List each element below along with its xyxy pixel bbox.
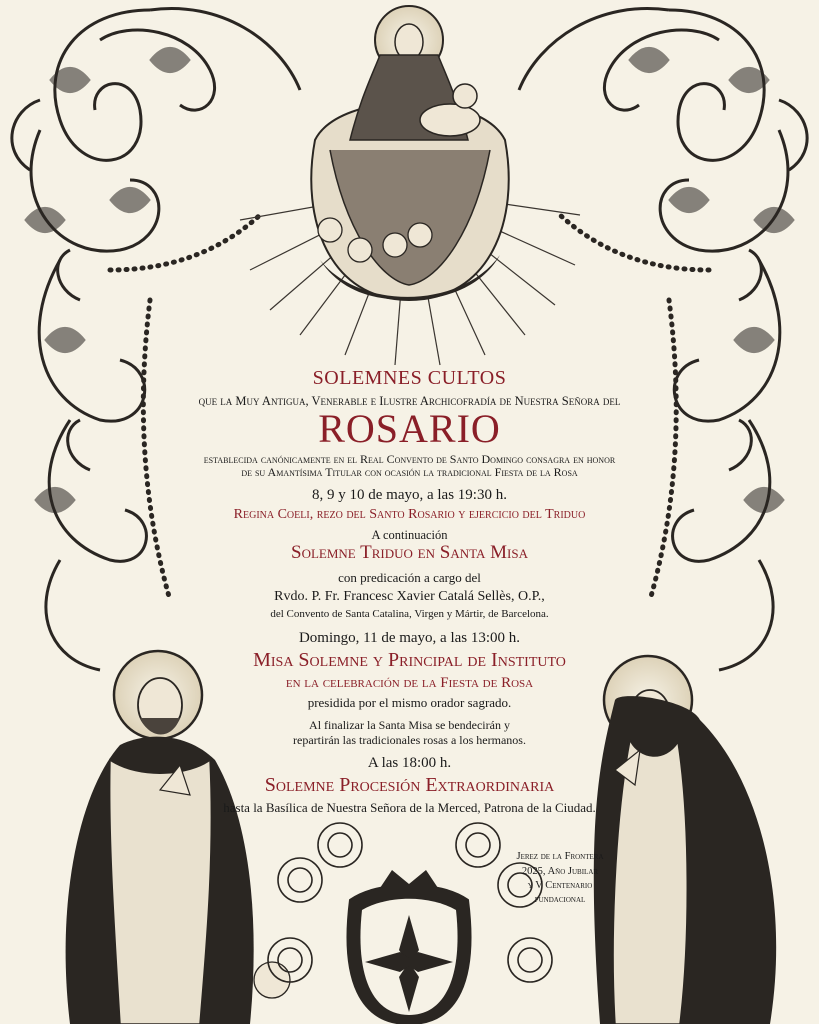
procession-subtitle: hasta la Basílica de Nuestra Señora de la Merced, Patrona de la Ciudad. bbox=[223, 800, 596, 815]
footer-line3: y V Centenario bbox=[527, 880, 593, 891]
presided-text: presidida por el mismo orador sagrado. bbox=[307, 695, 512, 710]
footer-line4: fundacional bbox=[534, 894, 586, 905]
footer-line1: Jerez de la Frontera bbox=[516, 851, 604, 862]
continuation-text: A continuación bbox=[371, 528, 448, 542]
virgin-and-child-icon bbox=[240, 6, 580, 365]
misa-title: Misa Solemne y Principal de Instituto bbox=[253, 649, 566, 671]
triduo-rites: Regina Coeli, rezo del Santo Rosario y ejercicio del Triduo bbox=[233, 507, 586, 522]
preacher-convent: del Convento de Santa Catalina, Virgen y Mártir, de Barcelona. bbox=[270, 608, 549, 620]
triduo-title: Solemne Triduo en Santa Misa bbox=[291, 542, 528, 563]
established-text-line1: establecida canónicamente en el Real Convento de Santo Domingo consagra en honor bbox=[203, 452, 616, 466]
triduo-dates: 8, 9 y 10 de mayo, a las 19:30 h. bbox=[312, 487, 507, 503]
intro-text: que la Muy Antigua, Venerable e Ilustre Archicofradía de Nuestra Señora del bbox=[198, 394, 621, 408]
misa-date: Domingo, 11 de mayo, a las 13:00 h. bbox=[298, 630, 521, 646]
preaching-text: con predicación a cargo del bbox=[338, 570, 481, 585]
footer-line2: 2025, Año Jubilar bbox=[521, 866, 599, 877]
title-solemnes-cultos: SOLEMNES CULTOS bbox=[312, 367, 507, 389]
preacher-name: Rvdo. P. Fr. Francesc Xavier Catalá Sellès, O.P., bbox=[274, 589, 545, 604]
misa-subtitle: en la celebración de la Fiesta de Rosa bbox=[285, 675, 534, 691]
saint-catherine-icon bbox=[594, 656, 776, 1024]
procession-time: A las 18:00 h. bbox=[367, 755, 452, 771]
title-rosario: ROSARIO bbox=[318, 406, 501, 451]
final-text-line1: Al finalizar la Santa Misa se bendecirán y bbox=[309, 718, 510, 732]
procession-title: Solemne Procesión Extraordinaria bbox=[264, 774, 555, 796]
final-text-line2: repartirán las tradicionales rosas a los hermanos. bbox=[293, 733, 526, 747]
established-text-line2: de su Amantísima Titular con ocasión la tradicional Fiesta de la Rosa bbox=[241, 465, 578, 479]
